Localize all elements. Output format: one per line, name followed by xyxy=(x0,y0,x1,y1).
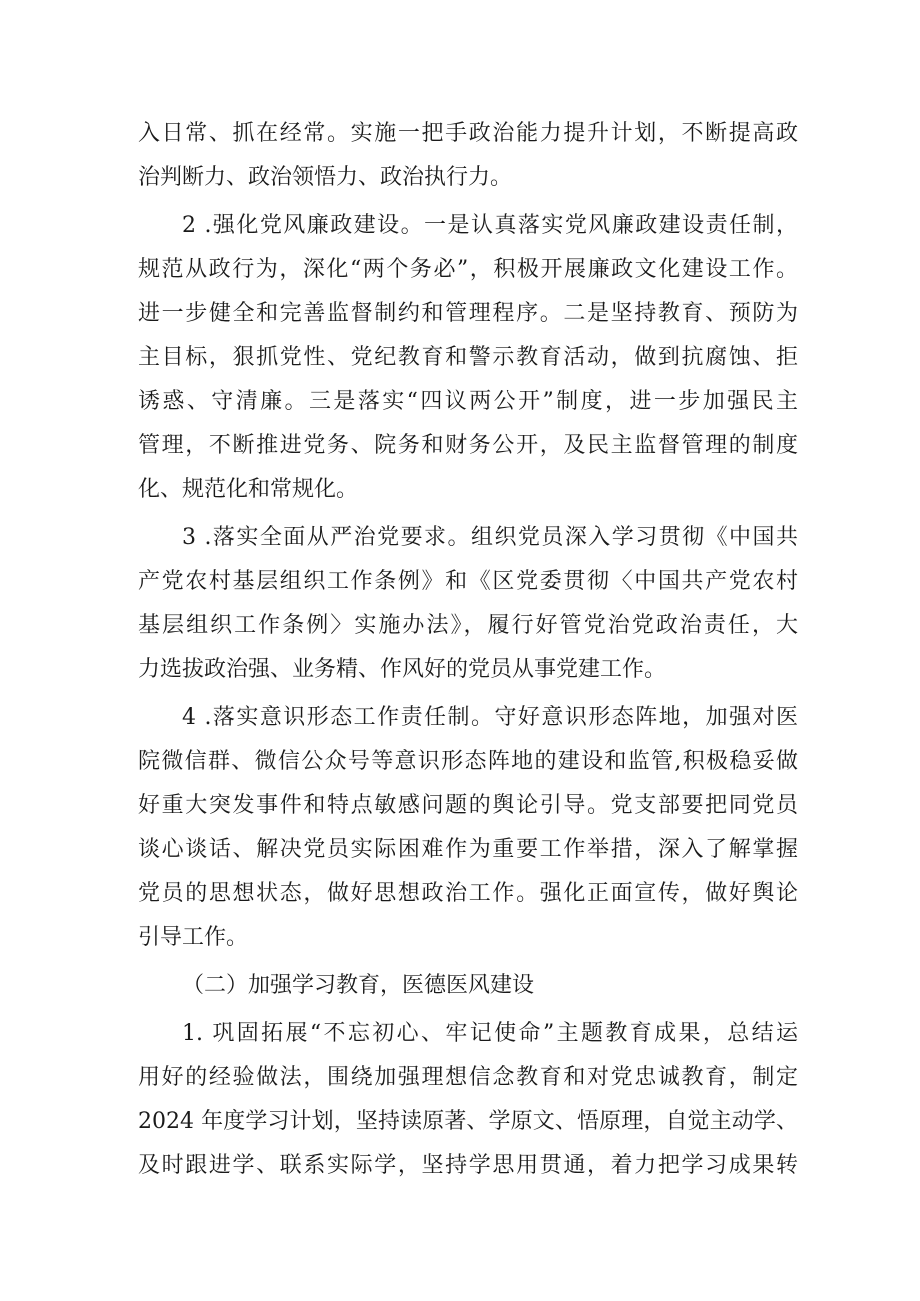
text-line: 管理，不断推进党务、院务和财务公开，及民主监督管理的制度 xyxy=(138,433,798,458)
document-body xyxy=(138,112,798,1188)
text-line: 2024 年度学习计划，坚持读原著、学原文、悟原理，自觉主动学、 xyxy=(138,1109,798,1134)
text-line: 好重大突发事件和特点敏感问题的舆论引导。党支部要把同党员 xyxy=(138,793,798,818)
section-heading xyxy=(138,964,798,1008)
text-line: 产党农村基层组织工作条例》和《区党委贯彻〈中国共产党农村 xyxy=(138,569,798,594)
text-line: 入日常、抓在经常。实施一把手政治能力提升计划，不断提高政 xyxy=(138,121,798,146)
text-line: 谈心谈话、解决党员实际困难作为重要工作举措，深入了解掌握 xyxy=(138,837,798,862)
text-line: 主目标，狠抓党性、党纪教育和警示教育活动，做到抗腐蚀、拒 xyxy=(138,345,798,370)
text-line: 治判断力、政治领悟力、政治执行力。 xyxy=(138,165,513,190)
text-line: 4 .落实意识形态工作责任制。守好意识形态阵地，加强对医 xyxy=(182,705,798,730)
text-line: 引导工作。 xyxy=(138,925,249,950)
paragraph-item-4 xyxy=(138,696,798,960)
text-line: 力选拔政治强、业务精、作风好的党员从事党建工作。 xyxy=(138,657,667,682)
text-line: 诱惑、守清廉。三是落实“四议两公开”制度，进一步加强民主 xyxy=(138,389,798,414)
paragraph-item-1 xyxy=(138,1012,798,1188)
text-line: 2 .强化党风廉政建设。一是认真落实党风廉政建设责任制， xyxy=(182,213,798,238)
paragraph-item-2 xyxy=(138,204,798,512)
text-line: 用好的经验做法，围绕加强理想信念教育和对党忠诚教育，制定 xyxy=(138,1065,798,1090)
text-line: 1. 巩固拓展“不忘初心、牢记使命”主题教育成果，总结运 xyxy=(182,1021,798,1046)
text-line: 基层组织工作条例〉实施办法》，履行好管党治党政治责任，大 xyxy=(138,613,798,638)
text-line: 院微信群、微信公众号等意识形态阵地的建设和监管,积极稳妥做 xyxy=(138,749,798,774)
text-line: 党员的思想状态，做好思想政治工作。强化正面宣传，做好舆论 xyxy=(138,881,798,906)
text-line: 规范从政行为，深化“两个务必”，积极开展廉政文化建设工作。 xyxy=(138,257,798,282)
paragraph-continuation xyxy=(138,112,798,200)
text-line: 进一步健全和完善监督制约和管理程序。二是坚持教育、预防为 xyxy=(138,301,798,326)
paragraph-item-3 xyxy=(138,516,798,692)
text-line: 及时跟进学、联系实际学，坚持学思用贯通，着力把学习成果转 xyxy=(138,1153,798,1178)
section-heading-text: （二）加强学习教育，医德医风建设 xyxy=(182,973,535,998)
text-line: 化、规范化和常规化。 xyxy=(138,477,359,502)
text-line: 3 .落实全面从严治党要求。组织党员深入学习贯彻《中国共 xyxy=(182,525,798,550)
